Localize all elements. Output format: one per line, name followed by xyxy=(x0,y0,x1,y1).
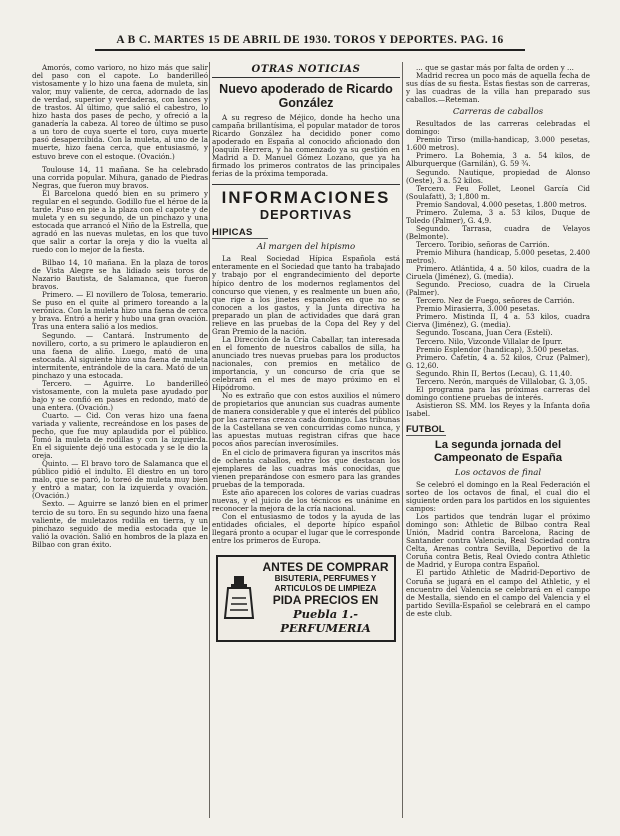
section-subtitle: DEPORTIVAS xyxy=(259,207,353,223)
paragraph: Madrid recrea un poco más de aquella fecha de sus días de su fiesta. Estas fiestas son de carreras, y las cuadras de la villa han preparado sus caballos.—Reteman. xyxy=(406,71,590,105)
paragraph: Tercero. — Aguirre. Lo banderilleó vistosamente, con la muleta pase ayudado por bajo y se confió en pases en redondo, mató de una entera. (Ovación.) xyxy=(32,378,208,412)
paragraph: Asistieron SS. MM. los Reyes y la Infanta doña Isabel. xyxy=(406,400,590,418)
paragraph: Con el entusiasmo de todos y la ayuda de las entidades oficiales, el deporte hípico español llegará pronto a ocupar el lugar que le corresponde entre los primeros de Europa. xyxy=(212,511,400,546)
paragraph: Tercero. Nerón, marqués de Villalobar, G. 3,05. xyxy=(416,376,588,386)
column-news xyxy=(212,64,400,814)
paragraph: Segundo. Nautique, propiedad de Alonso (Oeste), 3 a. 52 kilos. xyxy=(406,167,590,185)
paragraph: Premio Tirso (milla-handicap, 3.000 pesetas, 1.600 metros). xyxy=(406,135,590,153)
paragraph: El programa para las próximas carreras del domingo contiene pruebas de interés. xyxy=(406,384,590,402)
section-label-hipicas: HIPICAS xyxy=(212,227,268,239)
paragraph: Segundo. Rhin II, Bertos (Lecau), G. 11,40. xyxy=(416,368,573,378)
paragraph: Los partidos que tendrán lugar el próximo domingo son: Athletic de Bilbao contra Real Unión, Madrid contra Barcelona, Racing de Santander contra Valencia, Real Sociedad contra Celta, Arenas contra Sevilla, Deportivo de la Coruña contra Betis, Real Oviedo contra Athletic de Madrid, y Europa contra Español. xyxy=(406,512,590,570)
paragraph: Primero. — El novillero de Tolosa, temerario. Se puso en el quite al primero toreando a la verónica. Con la muleta hizo una faena de cerca y brava. Entró a herir y hubo una gran ovación. Tras una entera salió a los medios. xyxy=(32,290,208,332)
article-headline: Nuevo apoderado de Ricardo González xyxy=(219,82,393,110)
column-rule xyxy=(402,62,403,818)
advertisement xyxy=(216,555,396,642)
column-sports xyxy=(406,64,590,814)
paragraph: Sexto. — Aguirre se lanzó bien en el primer tercio de su toro. En su segundo hizo una faena valiente, de muletazos rodilla en tierra, y un pinchazo seguido de media estocada que le valió la ovación. Salió en hombros de la plaza en Bilbao con gran éxito. xyxy=(32,499,208,549)
paragraph: Tercero. Nez de Fuego, señores de Carrión. xyxy=(416,296,575,306)
paragraph: Toulouse 14, 11 mañana. Se ha celebrado una corrida popular. Mihura, ganado de Piedras Negras, que fueron muy bravos. xyxy=(32,164,208,190)
section-tag: OTRAS NOTICIAS xyxy=(212,64,400,78)
paragraph: Segundo. Precioso, cuadra de la Ciruela (Palmer). xyxy=(406,280,590,298)
paragraph: Tercero. Feu Follet, Leonel García Cid (Soulafatt), 3; 1,800 m. xyxy=(406,183,590,201)
paragraph: A su regreso de Méjico, donde ha hecho una campaña brillantísima, el popular matador de toros Ricardo González ha decidido poner como apoderado en España al conocido aficionado don Joaquín Herrera, y ha comenzado ya su gestión en Madrid a D. Manuel Gómez Lozano, que ya ha firmado los primeros contratos de las principales ferias de la próxima temporada. xyxy=(212,113,400,179)
section-title: INFORMACIONES xyxy=(212,184,400,207)
paragraph: Se celebró el domingo en la Real Federación el sorteo de los octavos de final, el cual dio el siguiente orden para los partidos en los siguientes campos: xyxy=(406,479,590,514)
paragraph: Primero. Cafetín, 4 a. 52 kilos, Cruz (Palmer), G. 12,60. xyxy=(406,352,590,370)
paragraph: Amorós, como varioro, no hizo más que salir del paso con el capote. Lo banderilleó vistosamente y lo hizo una faena de muleta, sin valor, muy valiente, de cerca, adornado de las de verdad, superior y verdaderas, con lances y de trastos. Al último, que salió el cabestro, lo hizo hasta dos pases de pecho, y ofreció a la ganadería la cabeza. Al toreo de último se puso a un toro de cuya suerte el toro, cuya muerte pasó desapercibida. Con la muleta, al uno de la muerte, hizo faena cerca, que entusiasmó, y estuvo breve con el estoque. (Ovación.) xyxy=(32,64,208,161)
section-label-futbol: FUTBOL xyxy=(406,423,445,435)
paragraph: Segundo. — Cantará. Instrumento de novillero, corto, a su primero le aplaudieron en una faena de aliño. Luego, mató de una estocada. Al siguiente hizo una faena de muleta intermitente, entrándole de la cara. Mató de un pinchazo y una estocada. xyxy=(32,330,208,380)
paragraph: Quinto. — El bravo toro de Salamanca que el público pidió el indulto. El diestro en un toro malo, que se paró, lo toreó de muleta muy bien y entró a matar, con la izquierda y ovación. (Ovación.) xyxy=(32,459,208,501)
paragraph: Premio Mirasierra, 3.000 pesetas. xyxy=(416,304,540,314)
article-subhead: Los octavos de final xyxy=(454,467,542,478)
masthead: A B C. MARTES 15 DE ABRIL DE 1930. TOROS Y DEPORTES. PAG. 16 xyxy=(95,34,525,51)
paragraph: Tercero. Nilo, Vizconde Villalar de Ipurr. xyxy=(416,336,563,346)
article-subhead: Carreras de caballos xyxy=(452,107,544,118)
paragraph: El partido Athletic de Madrid-Deportivo de Coruña se jugará en el campo del Athletic, y el encuentro del Valencia se celebrará en el campo de Mestalla, siendo en el campo del Valencia y el partido Sevilla-Español se celebrará en el campo de este club. xyxy=(406,568,590,618)
ad-call: PIDA PRECIOS EN xyxy=(272,593,379,608)
article-headline: La segunda jornada del Campeonato de España xyxy=(433,438,563,464)
paragraph: El Barcelona quedó bien en su primero y regular en el segundo. Godillo fue el héroe de la tarde. Puso en pie a la plaza con el capote y de muleta y en su segundo, de un pinchazo y una estocada que arrancó el Niño de la Estrella, que agradó en las nuevas muletas, en los que tuvo que salir a cortar la oreja y dio la vuelta al ruedo con lo mejor de la fiesta. xyxy=(32,188,208,255)
paragraph: Primero. Mistinda II, 4 a. 53 kilos, cuadra Cierva (Jiménez), G. (media). xyxy=(406,312,590,330)
paragraph: Primero. Atlántida, 4 a. 50 kilos, cuadra de la Ciruela (Jiménez), G. (media). xyxy=(406,264,590,282)
paragraph: Segundo. Tarrasa, cuadra de Velayos (Belmonte). xyxy=(406,223,590,241)
paragraph: En el ciclo de primavera figuran ya inscritos más de ochenta caballos, entre los que destacan los ejemplares de las cuadras más conocidas, que vienen preparándose con esmero para las grandes pruebas de la temporada. xyxy=(212,447,400,489)
paragraph: La Dirección de la Cría Caballar, tan interesada en el fomento de nuestros caballos de silla, ha anunciado tres nuevas pruebas para los productos nacionales, con premios en metálico de importancia, y un concurso de cría que se celebrará en el mes de mayo próximo en el Hipódromo. xyxy=(212,334,400,393)
column-bullfighting xyxy=(32,64,208,814)
ad-body: BISUTERIA, PERFUMES Y ARTICULOS DE LIMPIEZA xyxy=(274,574,377,594)
paragraph: Primero. Zulema, 3 a. 53 kilos, Duque de Toledo (Palmer), G. 4,9. xyxy=(406,207,590,225)
paragraph: ... que se gastar más por falta de orden y ... xyxy=(416,64,574,72)
ad-brand: Puebla 1.-PERFUMERIA xyxy=(280,607,371,636)
article-subhead: Al margen del hipismo xyxy=(256,242,356,253)
perfume-bottle-icon xyxy=(222,574,256,622)
paragraph: Cuarto. — Cid. Con veras hizo una faena variada y valiente, recreándose en los pases de pecho, que fue muy aplaudida por el público. Tomó la muleta de rodillas y con la izquierda. En el siguiente dejó una estocada y se le dio la oreja. xyxy=(32,410,208,461)
paragraph: Resultados de las carreras celebradas el domingo: xyxy=(406,119,590,137)
column-rule xyxy=(209,62,210,818)
paragraph: No es extraño que con estos auxilios el número de propietarios que anuncian sus cuadras aumente de manera considerable y que el interés del público por las carreras crezca cada domingo. Las tribunas de la Castellana se ven concurridas como nunca, y las apuestas mutuas registran cifras que hace pocos años parecían inverosímiles. xyxy=(212,391,400,449)
paragraph: Premio Sandoval, 4.000 pesetas, 1.800 metros. xyxy=(416,199,587,209)
paragraph: Premio Esplendor (handicap), 3.500 pesetas. xyxy=(416,344,579,354)
paragraph: Este año aparecen los colores de varias cuadras nuevas, y el juicio de los técnicos es unánime en reconocer la mejora de la cría nacional. xyxy=(212,487,400,513)
paragraph: Segundo. Toscana, Juan Cera (Estelí). xyxy=(416,328,553,338)
paragraph: Tercero. Toribio, señoras de Carrión. xyxy=(416,239,550,249)
ad-heading: ANTES DE COMPRAR xyxy=(262,560,389,575)
paragraph: Bilbao 14, 10 mañana. En la plaza de toros de Vista Alegre se ha lidiado seis toros de Nazario Bautista, de Salamanca, que fueron bravos. xyxy=(32,258,208,292)
paragraph: Premio Mihura (handicap, 5.000 pesetas, 2.400 metros). xyxy=(406,247,590,266)
paragraph: Primero. La Bohemia, 3 a. 54 kilos, de Alburquerque (Garnilán), G. 59 ¾. xyxy=(406,151,590,169)
paragraph: La Real Sociedad Hípica Española está enteramente en el Sociedad que tanto ha trabajado y trabajo por el engrandecimiento del deporte hípico dentro de los modernos reglamentos del concurso que vienen, y es realmente un buen año, que rige a los jinetes espanoles en que no se conocen a los gastos, y la Junta directiva ha preparado un plan de actividades que dará gran relieve en las pruebas de la Copa del Rey y del Gran Premio de la nación. xyxy=(212,254,400,336)
